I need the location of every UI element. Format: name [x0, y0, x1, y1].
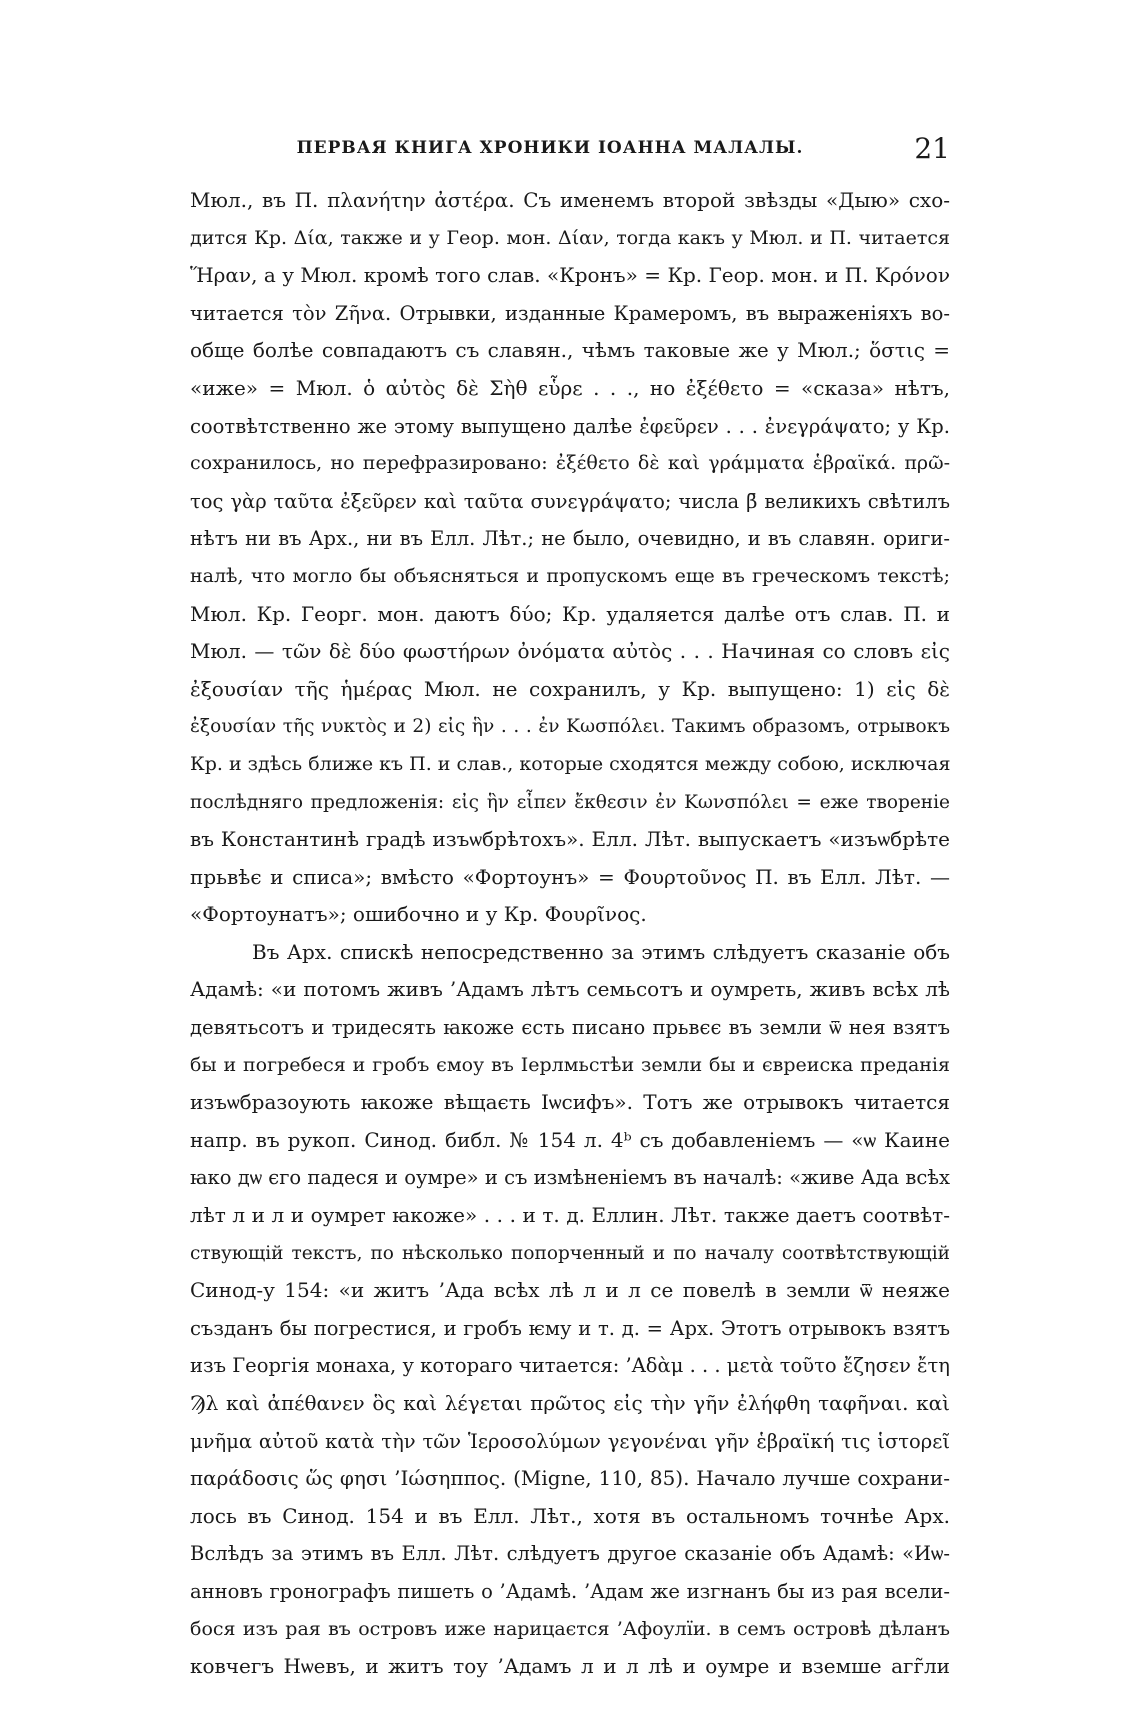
text-line: изъ Георгія монаха, у котораго читается: ’Αδὰμ . . . μετὰ τοῦτο ἔζησεν ἔτη [190, 1354, 950, 1378]
text-line: Мюл. Кр. Георг. мон. даютъ δύο; Кр. удаляется далѣе отъ слав. П. и [190, 601, 950, 626]
running-head [190, 132, 950, 172]
text-line: Ϡλ καὶ ἀπέθανεν ὃς καὶ λέγεται πρῶτος εἰς τὴν γῆν ἐλήφθη ταφῆναι. καὶ [190, 1391, 950, 1415]
text-line: обще болѣе совпадаютъ съ славян., чѣмъ таковые же у Мюл.; ὅστις = [190, 338, 950, 363]
text-line: Адамѣ: «и потомъ живъ ’Адамъ лѣтъ семьсотъ и оумреть, живъ всѣх лѣ [190, 977, 950, 1002]
paragraph [190, 934, 950, 1686]
text-line: бы и погребеся и гробъ ємоу въ Іерлмьстѣи земли бы и євреиска преданія [190, 1053, 950, 1076]
text-line: «иже» = Мюл. ὁ αὐτὸς δὲ Σὴθ εὗρε . . ., но ἐξέθετο = «сказа» нѣтъ, [190, 375, 950, 400]
paragraph [190, 182, 950, 934]
running-title: ПЕРВАЯ КНИГА ХРОНИКИ ІОАННА МАЛАЛЫ. [296, 138, 804, 158]
text-line: лѣт л и л и оумрет ꙗкоже» . . . и т. д. Еллин. Лѣт. также даетъ соотвѣт- [190, 1203, 950, 1228]
text-line: създанъ бы погрестися, и гробъ ѥму и т. д. = Арх. Этотъ отрывокъ взятъ [190, 1316, 950, 1340]
text-line: Мюл., въ П. πλανήτην ἀστέρα. Съ именемъ второй звѣзды «Дыю» схо- [190, 188, 950, 212]
text-line: Вслѣдъ за этимъ въ Елл. Лѣт. слѣдуетъ другое сказаніе объ Адамѣ: «Иѡ- [190, 1542, 950, 1566]
text-line: ковчегъ Нѡевъ, и житъ тоу ’Адамъ л и л лѣ и оумре и вземше агг̃ли [190, 1654, 950, 1679]
text-line: Кр. и здѣсь ближе къ П. и слав., которые сходятся между собою, исключая [190, 752, 950, 775]
text-line: лось въ Синод. 154 и въ Елл. Лѣт., хотя въ остальномъ точнѣе Арх. [190, 1503, 950, 1528]
text-line: ꙗко дѡ єго падеся и оумре» и съ измѣненіемъ въ началѣ: «живе Ада всѣх [190, 1166, 950, 1190]
text-line: девятьсотъ и тридесять ꙗкоже єсть писано прьвєє въ земли ѿ нея взятъ [190, 1016, 950, 1040]
text-line: нѣтъ ни въ Арх., ни въ Елл. Лѣт.; не было, очевидно, и въ славян. ориги- [190, 527, 950, 551]
text-line: Синод-у 154: «и житъ ’Ада всѣх лѣ л и л се повелѣ в земли ѿ неяже [190, 1278, 950, 1303]
text-body [190, 182, 950, 1686]
text-line: соотвѣтственно же этому выпущено далѣе ἐφεῦρεν . . . ἐνεγράψατο; у Кр. [190, 414, 950, 438]
text-line: Ἥραν, а у Мюл. кромѣ того слав. «Кронъ» = Кр. Геор. мон. и П. Κρόνον [190, 263, 950, 288]
text-line: ἐξουσίαν τῆς ἡμέρας Мюл. не сохранилъ, у Кр. выпущено: 1) εἰς δὲ [190, 676, 950, 701]
text-line: читается τὸν Ζῆνα. Отрывки, изданные Крамеромъ, въ выраженіяхъ во- [190, 301, 950, 325]
text-line: Мюл. — τῶν δὲ δύο φωστήρων ὀνόματα αὐτὸς . . . Начиная со словъ εἰς [190, 639, 950, 664]
text-line: «Фортоунатъ»; ошибочно и у Кр. Φουρῖνος. [190, 902, 647, 927]
text-line: сохранилось, но перефразировано: ἐξέθετο δὲ καὶ γράμματα ἑβραϊκά. πρῶ- [190, 452, 950, 475]
page-number: 21 [914, 132, 950, 165]
text-line: послѣдняго предложенія: εἰς ἣν εἶπεν ἔκθεσιν ἐν Κωνσπόλει = еже твореніе [190, 791, 950, 813]
text-line: Въ Арх. спискѣ непосредственно за этимъ слѣдуетъ сказаніе объ [252, 939, 950, 964]
text-line: τος γὰρ ταῦτα ἐξεῦρεν καὶ ταῦτα συνεγράψατο; числа β̄ великихъ свѣтилъ [190, 489, 950, 513]
text-line: изъѡбразоують ꙗкоже вѣщаєть Іѡсифъ». Тотъ же отрывокъ читается [190, 1090, 950, 1115]
text-line: μνῆμα αὐτοῦ κατὰ τὴν τῶν Ἱεροσολύμων γεγονέναι γῆν ἑβραϊκή τις ἱστορεῖ [190, 1429, 950, 1453]
text-line: ствующій текстъ, по нѣсколько попорченный и по началу соотвѣтствующій [190, 1242, 950, 1264]
text-line: прьвѣє и списа»; вмѣсто «Фортоунъ» = Φουρτοῦνος П. въ Елл. Лѣт. — [190, 864, 950, 889]
text-line: напр. въ рукоп. Синод. библ. № 154 л. 4ᵇ съ добавленіемъ — «ѡ Каине [190, 1127, 950, 1152]
text-line: въ Константинѣ градѣ изъѡбрѣтохъ». Елл. Лѣт. выпускаетъ «изъѡбрѣте [190, 827, 950, 852]
text-line: анновъ гронографъ пишеть о ’Адамѣ. ’Адам же изгнанъ бы из рая всели- [190, 1579, 950, 1603]
text-line: налѣ, что могло бы объясняться и пропускомъ еще въ греческомъ текстѣ; [190, 564, 950, 587]
text-line: бося изъ рая въ островъ иже нарицаєтся ’Афоулїи. в семъ островѣ дѣланъ [190, 1617, 950, 1640]
text-line: ἐξουσίαν τῆς νυκτὸς и 2) εἰς ἣν . . . ἐν Κωσπόλει. Такимъ образомъ, отрывокъ [190, 716, 950, 738]
text-line: дится Кр. Δία, также и у Геор. мон. Δίαν, тогда какъ у Мюл. и П. читается [190, 226, 950, 249]
text-line: παράδοσις ὥς φησι ’Ιώσηππος. (Migne, 110, 85). Начало лучше сохрани- [190, 1466, 950, 1491]
